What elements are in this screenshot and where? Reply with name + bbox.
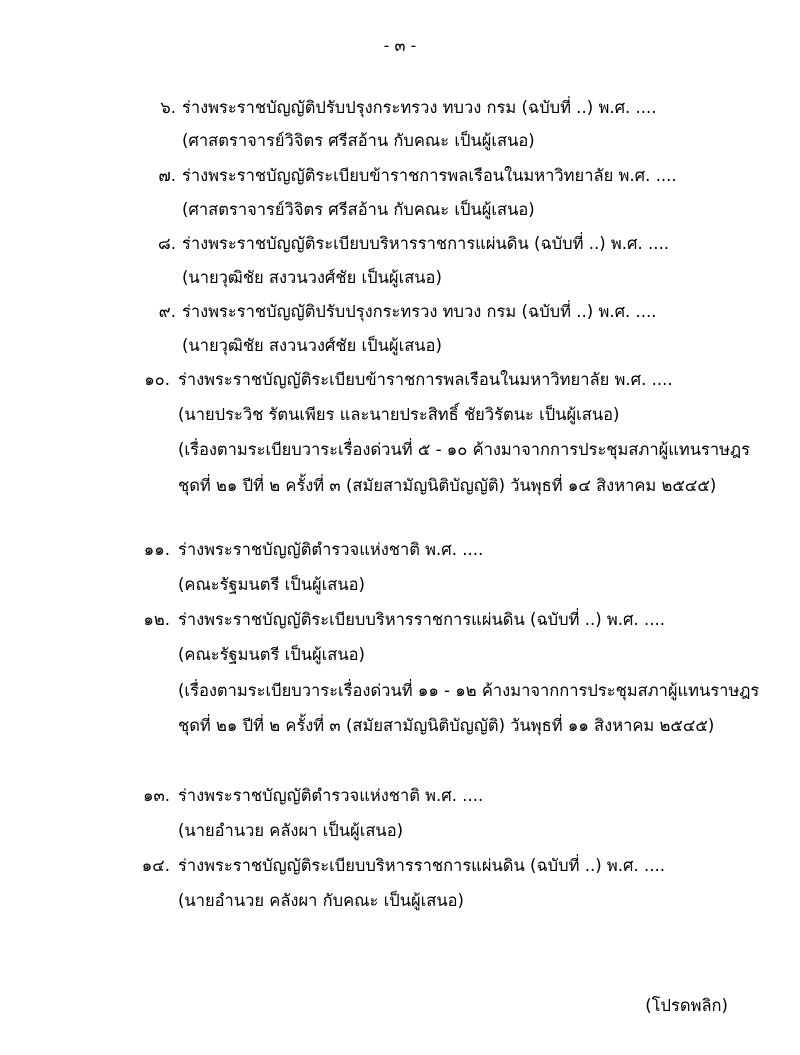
proposer-line: (คณะรัฐมนตรี เป็นผู้เสนอ) xyxy=(178,645,365,664)
turn-page-note: (โปรดพลิก) xyxy=(645,996,728,1015)
item-number-text: ๘. xyxy=(158,234,176,253)
proposer-line: (นายอำนวย คลังผา เป็นผู้เสนอ) xyxy=(178,821,404,840)
bill-title: ร่างพระราชบัญญัติปรับปรุงกระทรวง ทบวง กรม (ฉบับที่ ..) พ.ศ. .... xyxy=(182,98,657,117)
page-number: - ๓ - xyxy=(383,36,417,55)
proposer-line: (นายอำนวย คลังผา กับคณะ เป็นผู้เสนอ) xyxy=(178,891,464,910)
bill-title: ร่างพระราชบัญญัติปรับปรุงกระทรวง ทบวง กรม (ฉบับที่ ..) พ.ศ. .... xyxy=(182,302,657,321)
agenda-note-line: ชุดที่ ๒๑ ปีที่ ๒ ครั้งที่ ๓ (สมัยสามัญนิติบัญญัติ) วันพุธที่ ๑๔ สิงหาคม ๒๕๔๕) xyxy=(178,476,717,495)
proposer-line: (นายประวิช รัตนเพียร และนายประสิทธิ์ ชัยวิรัตนะ เป็นผู้เสนอ) xyxy=(178,405,620,424)
proposer-line: (ศาสตราจารย์วิจิตร ศรีสอ้าน กับคณะ เป็นผู้เสนอ) xyxy=(182,131,535,150)
item-number-text: ๗. xyxy=(158,166,176,185)
bill-title: ร่างพระราชบัญญัติระเบียบข้าราชการพลเรือนในมหาวิทยาลัย พ.ศ. .... xyxy=(182,166,677,185)
bill-title: ร่างพระราชบัญญัติระเบียบข้าราชการพลเรือนในมหาวิทยาลัย พ.ศ. .... xyxy=(178,370,673,389)
proposer-line: (คณะรัฐมนตรี เป็นผู้เสนอ) xyxy=(178,575,365,594)
item-number-text: ๖. xyxy=(160,98,176,117)
bill-title: ร่างพระราชบัญญัติตำรวจแห่งชาติ พ.ศ. .... xyxy=(178,540,484,559)
bill-title: ร่างพระราชบัญญัติตำรวจแห่งชาติ พ.ศ. .... xyxy=(178,786,484,805)
item-number-text: ๑๔. xyxy=(141,856,170,875)
proposer-line: (ศาสตราจารย์วิจิตร ศรีสอ้าน กับคณะ เป็นผู้เสนอ) xyxy=(182,200,535,219)
agenda-note-line: (เรื่องตามระเบียบวาระเรื่องด่วนที่ ๑๑ - ๑๒ ค้างมาจากการประชุมสภาผู้แทนราษฎร xyxy=(178,681,760,700)
bill-title: ร่างพระราชบัญญัติระเบียบบริหารราชการแผ่นดิน (ฉบับที่ ..) พ.ศ. .... xyxy=(178,856,665,875)
item-number-text: ๑๑. xyxy=(143,540,170,559)
item-number-text: ๑๒. xyxy=(143,610,170,629)
agenda-note-line: (เรื่องตามระเบียบวาระเรื่องด่วนที่ ๕ - ๑๐ ค้างมาจากการประชุมสภาผู้แทนราษฎร xyxy=(178,440,750,459)
item-number-text: ๑๐. xyxy=(144,370,170,389)
bill-title: ร่างพระราชบัญญัติระเบียบบริหารราชการแผ่นดิน (ฉบับที่ ..) พ.ศ. .... xyxy=(182,234,669,253)
agenda-note-line: ชุดที่ ๒๑ ปีที่ ๒ ครั้งที่ ๓ (สมัยสามัญนิติบัญญัติ) วันพุธที่ ๑๑ สิงหาคม ๒๕๔๕) xyxy=(178,716,715,735)
proposer-line: (นายวุฒิชัย สงวนวงศ์ชัย เป็นผู้เสนอ) xyxy=(182,268,442,287)
item-number-text: ๙. xyxy=(158,302,176,321)
item-number-text: ๑๓. xyxy=(143,786,170,805)
bill-title: ร่างพระราชบัญญัติระเบียบบริหารราชการแผ่นดิน (ฉบับที่ ..) พ.ศ. .... xyxy=(178,610,665,629)
proposer-line: (นายวุฒิชัย สงวนวงศ์ชัย เป็นผู้เสนอ) xyxy=(182,336,442,355)
